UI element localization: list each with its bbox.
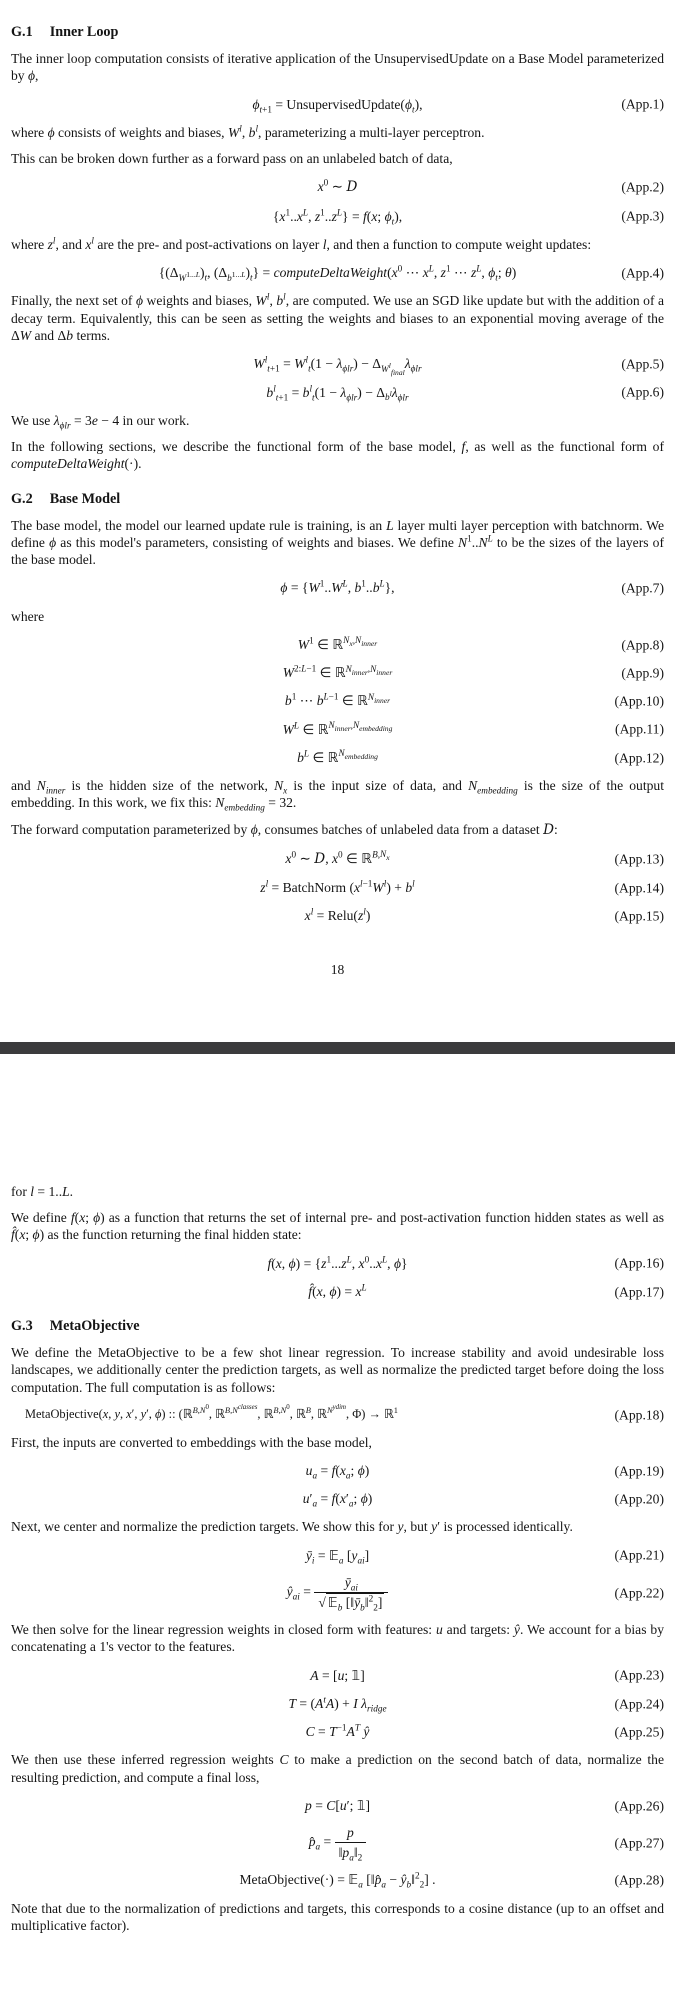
equation <box>11 1870 664 1891</box>
section-title: MetaObjective <box>49 1318 140 1335</box>
equation-tag: (App.10) <box>614 693 664 709</box>
equation-body: $x^0$ ∼ D, $x^0$ ∈ ℝ$^{B,N_x}$ <box>285 849 390 867</box>
equation <box>11 178 664 196</box>
section-number: G.2 <box>11 490 33 507</box>
equation-tag: (App.23) <box>614 1667 664 1683</box>
equation <box>11 1574 664 1613</box>
equation-body: $p̂_a$ = $\frac{p}{‖p_a‖_2}$ <box>309 1834 367 1849</box>
page-number: 18 <box>330 961 345 977</box>
equation-tag: (App.14) <box>614 880 664 896</box>
equation-tag: (App.19) <box>614 1462 664 1478</box>
paragraph: We define f(x; ϕ) as a function that returns the set of internal pre- and post-activation function hidden states as well as f̂(x; ϕ) as the function returning the final hidden state: <box>11 1210 664 1243</box>
paragraph: where <box>11 608 45 624</box>
paragraph: We use $\lambda_{\phi lr} = 3e - 4$ in our work. <box>11 412 190 431</box>
equation <box>11 1825 664 1863</box>
equation-body: f̂(x, $\phi) = x^L$ <box>308 1282 367 1299</box>
equation-tag: (App.24) <box>614 1695 664 1711</box>
equation-body: $ȳ_i$ = 𝔼$_a$ $[y_{ai}]$ <box>305 1547 370 1566</box>
equation <box>11 1723 664 1740</box>
equation-body: A = [u; 𝟙] <box>310 1667 365 1683</box>
equation-tag: (App.17) <box>614 1283 664 1299</box>
equation-tag: (App.22) <box>614 1584 664 1600</box>
equation-body: $b^L$ ∈ ℝ$^{N_{embedding}}$ <box>297 748 378 765</box>
paragraph: The forward computation parameterized by ϕ, consumes batches of unlabeled data from a dataset D: <box>11 821 558 838</box>
equation-body: $x^l$ = $Relu(z^l)$ <box>304 906 371 924</box>
equation <box>11 692 664 709</box>
equation <box>11 264 664 281</box>
section-title: Base Model <box>49 490 121 507</box>
equation-tag: (App.8) <box>621 636 664 652</box>
equation-tag: (App.25) <box>614 1724 664 1740</box>
equation <box>11 1547 664 1564</box>
paragraph: We then use these inferred regression weights C to make a prediction on the second batch of data, normalize the resulting prediction, and compute a final loss, <box>11 1752 664 1785</box>
equation <box>11 1797 664 1814</box>
equation <box>11 579 664 596</box>
paragraph: In the following sections, we describe the functional form of the base model, f, as well as the functional form of computeDeltaWeight(·). <box>11 439 664 472</box>
equation <box>11 1403 664 1423</box>
equation-body: $z^l$ = BatchNorm $(x^{l-1}W^l) + b^l$ <box>260 878 415 896</box>
equation-tag: (App.12) <box>614 749 664 765</box>
section-title: Inner Loop <box>49 24 119 40</box>
equation-tag: (App.20) <box>614 1491 664 1507</box>
paragraph: Next, we center and normalize the prediction targets. We show this for y, but y′ is processed identically. <box>11 1519 573 1535</box>
section-heading <box>11 1317 664 1335</box>
equation-body: $x^0$ ∼ D <box>317 177 358 196</box>
equation-tag: (App.2) <box>621 179 664 195</box>
section-number: G.3 <box>11 1318 33 1335</box>
equation <box>11 1462 664 1479</box>
equation-body: {$x^1..x^L$, $z^1..z^L\} = f(x$; $\phi_t$), <box>272 207 403 227</box>
equation-body: $\phi_{t+1}$ = $UnsupervisedUpdate(\phi_t)$, <box>252 96 423 115</box>
equation <box>11 1283 664 1300</box>
equation-tag: (App.18) <box>614 1407 664 1423</box>
equation-tag: (App.5) <box>621 356 664 372</box>
page-2 <box>0 1054 675 1957</box>
equation-body: {$(\Delta_{W^{1...L}})_t$, $(\Delta_{b^{1...L}})_t$} = $computeDeltaWeight(x^0$ ⋯ $x^L$, $z^1$ ⋯ $z^L$, $\phi_t$; θ) <box>158 263 517 283</box>
equation <box>11 354 664 377</box>
paragraph: for l = 1..L. <box>11 1183 74 1199</box>
equation-tag: (App.7) <box>621 580 664 596</box>
equation-body: $b^1$ ⋯ $b^{L-1}$ ∈ ℝ$^{N_{inner}}$ <box>284 691 391 709</box>
equation <box>11 907 664 924</box>
equation-tag: (App.3) <box>621 208 664 224</box>
equation-tag: (App.28) <box>614 1872 664 1888</box>
equation-body: $u_a = f(x_a$; ϕ) <box>305 1462 370 1481</box>
equation-tag: (App.6) <box>621 384 664 400</box>
equation-body: $W^{2:L-1}$ ∈ ℝ$^{N_{inner},N_{inner}}$ <box>282 663 393 681</box>
paragraph: The base model, the model our learned update rule is training, is an L layer multi layer perception with batchnorm. We define ϕ as this model's parameters, consisting of weights and biases. We define $N^1..N^L$ to be the sizes of the layers of the base model. <box>11 517 665 568</box>
equation-body: $W^l_{t+1} = W^l_t(1 - \lambda_{\phi lr}) - \Delta_{W^l_{final}}\lambda_{\phi lr}$ <box>253 354 422 377</box>
paragraph: First, the inputs are converted to embeddings with the base model, <box>11 1434 372 1450</box>
equation-tag: (App.16) <box>614 1255 664 1271</box>
equation-body: MetaObjective(·) = 𝔼$_a$ [$‖p̂_a$ − $ŷ_b‖^2_2$] . <box>239 1870 436 1891</box>
section-number: G.1 <box>11 24 33 40</box>
equation <box>11 636 664 653</box>
equation <box>11 850 664 868</box>
paragraph: The inner loop computation consists of iterative application of the UnsupervisedUpdate on a Base Model parameterized by ϕ, <box>11 51 664 84</box>
equation <box>11 1255 664 1272</box>
equation-body: $T = (A^tA) + I$ $\lambda_{ridge}$ <box>288 1694 387 1714</box>
equation <box>11 664 664 681</box>
equation <box>11 749 664 766</box>
equation-tag: (App.11) <box>615 721 664 737</box>
paragraph: We then solve for the linear regression weights in closed form with features: u and targets: ŷ. We account for a bias by concatenating a 1's vector to the features. <box>11 1622 664 1655</box>
equation <box>11 1667 664 1684</box>
equation-tag: (App.9) <box>621 665 664 681</box>
equation-tag: (App.26) <box>614 1797 664 1813</box>
equation <box>11 384 664 401</box>
equation-body: $W^1$ ∈ ℝ$^{N_x,N_{inner}}$ <box>297 635 378 652</box>
equation-body: p = C[u′; 𝟙] <box>305 1797 370 1813</box>
paragraph: This can be broken down further as a forward pass on an unlabeled batch of data, <box>11 151 453 167</box>
equation <box>11 721 664 738</box>
section-heading <box>11 490 664 508</box>
equation-body: $u'_a = f(x'_a$; ϕ) <box>302 1491 373 1509</box>
equation-body: $C = T^{-1}A^T$ ŷ <box>305 1722 370 1740</box>
equation <box>11 208 664 225</box>
equation <box>11 1695 664 1712</box>
equation <box>11 879 664 896</box>
equation-tag: (App.21) <box>614 1547 664 1563</box>
equation-tag: (App.13) <box>614 851 664 867</box>
equation-body: $W^L$ ∈ ℝ$^{N_{inner},N_{embedding}}$ <box>282 720 393 737</box>
equation-body: $b^l_{t+1} = b^l_t(1 - \lambda_{\phi lr}) - \Delta_{b^l}\lambda_{\phi lr}$ <box>266 383 409 403</box>
equation-body: f(x, $\phi) = \{z^1...z^L$, $x^0..x^L$, ϕ} <box>267 1254 408 1271</box>
paragraph: and $N_{inner}$ is the hidden size of the network, $N_x$ is the input size of data, and $N_{embedding}$ is the size of the output embedding. In this work, we fix this: $N_{embedding} = 32$. <box>11 778 664 814</box>
equation-body: $ŷ_{ai}$ = $\frac{ȳ_{ai}}{√ 𝔼_b [‖ȳ_b‖^2_2]}$ <box>287 1584 389 1599</box>
paragraph: Finally, the next set of ϕ weights and biases, $W^l$, $b^l$, are computed. We use an SGD like update but with the addition of a decay term. Equivalently, this can be seen as setting the weights and biases to an exponential moving average of the ΔW and Δb terms. <box>11 291 665 343</box>
equation-body: $\phi = \{W^1..W^L$, $b^1..b^L$}, <box>280 578 395 596</box>
page-separator <box>0 1042 675 1054</box>
section-heading <box>11 23 664 41</box>
paragraph: where $z^l$, and $x^l$ are the pre- and post-activations on layer l, and then a function to compute weight updates: <box>11 235 592 252</box>
paragraph: Note that due to the normalization of predictions and targets, this corresponds to a cosine distance (up to an offset and multiplicative factor). <box>11 1900 664 1933</box>
equation <box>11 1490 664 1507</box>
equation <box>11 96 664 113</box>
equation-tag: (App.1) <box>621 96 664 112</box>
equation-tag: (App.27) <box>614 1835 664 1851</box>
equation-tag: (App.4) <box>621 265 664 281</box>
paragraph: where ϕ consists of weights and biases, $W^l$, $b^l$, parameterizing a multi-layer perceptron. <box>11 123 485 140</box>
paragraph: We define the MetaObjective to be a few shot linear regression. To increase stability and avoid undesirable loss landscapes, we additionally center the prediction targets, as well as normalize the predicted target before doing the loss computation. The full computation is as follows: <box>11 1345 664 1395</box>
equation-tag: (App.15) <box>614 908 664 924</box>
equation-body: MetaObjective(x, y, x′, y′, ϕ) :: (ℝ$^{B,N^0}$, ℝ$^{B,N^{classes}}$, ℝ$^{B,N^0}$, ℝ$^B$, ℝ$^{N^{ydim}}$, Φ) → ℝ$^1$ <box>25 1403 398 1421</box>
